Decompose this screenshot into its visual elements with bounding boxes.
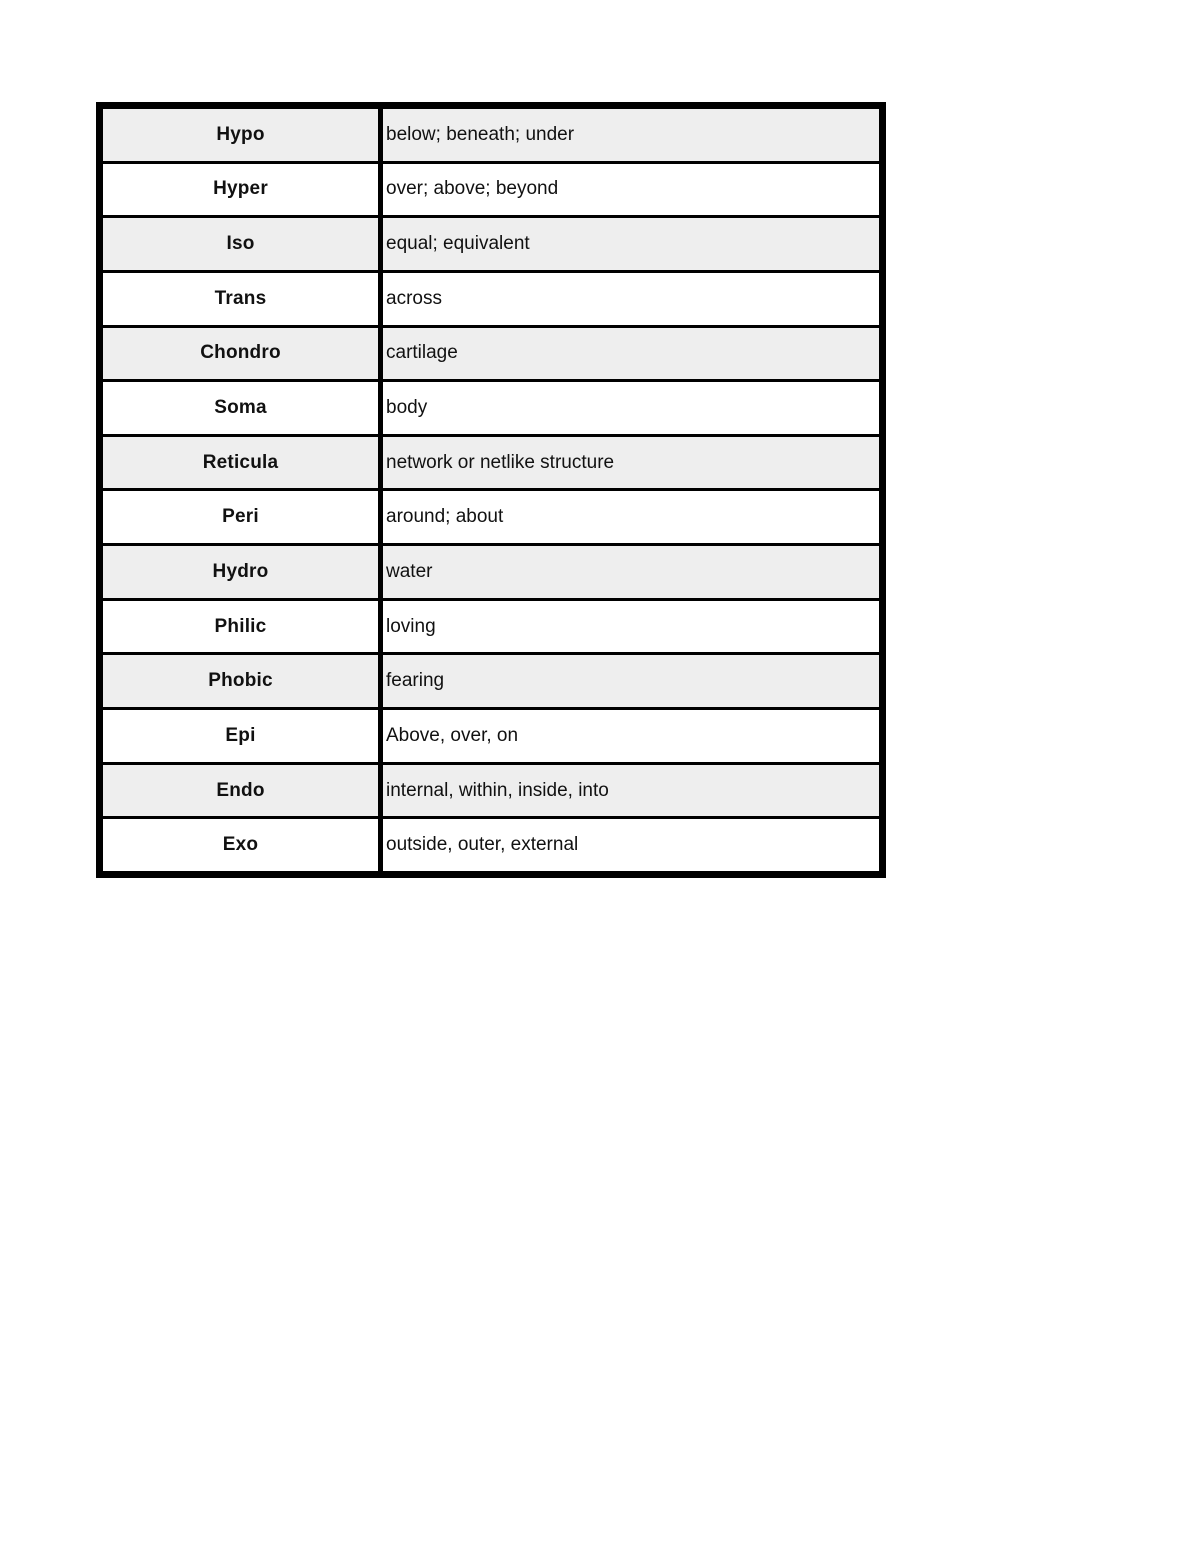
definition-cell: Above, over, on [381, 709, 881, 764]
term-cell: Peri [102, 490, 381, 545]
definition-cell: equal; equivalent [381, 217, 881, 272]
definition-cell: across [381, 271, 881, 326]
term-cell: Trans [102, 271, 381, 326]
term-cell: Epi [102, 709, 381, 764]
definition-cell: body [381, 381, 881, 436]
term-table-body [102, 108, 881, 873]
term-table-frame [96, 102, 886, 878]
table-row [102, 435, 881, 490]
table-row [102, 599, 881, 654]
term-cell: Philic [102, 599, 381, 654]
definition-cell: below; beneath; under [381, 108, 881, 163]
term-cell: Phobic [102, 654, 381, 709]
table-row [102, 818, 881, 873]
table-row [102, 217, 881, 272]
term-table [100, 106, 882, 874]
term-cell: Hydro [102, 545, 381, 600]
term-cell: Hypo [102, 108, 381, 163]
term-cell: Exo [102, 818, 381, 873]
definition-cell: around; about [381, 490, 881, 545]
table-row [102, 326, 881, 381]
term-cell: Endo [102, 763, 381, 818]
definition-cell: cartilage [381, 326, 881, 381]
table-row [102, 162, 881, 217]
term-cell: Reticula [102, 435, 381, 490]
table-row [102, 108, 881, 163]
term-cell: Soma [102, 381, 381, 436]
table-row [102, 654, 881, 709]
table-row [102, 271, 881, 326]
definition-cell: internal, within, inside, into [381, 763, 881, 818]
table-row [102, 763, 881, 818]
definition-cell: network or netlike structure [381, 435, 881, 490]
definition-cell: outside, outer, external [381, 818, 881, 873]
definition-cell: fearing [381, 654, 881, 709]
table-row [102, 545, 881, 600]
table-row [102, 490, 881, 545]
definition-cell: water [381, 545, 881, 600]
definition-cell: over; above; beyond [381, 162, 881, 217]
term-cell: Iso [102, 217, 381, 272]
term-cell: Hyper [102, 162, 381, 217]
table-row [102, 381, 881, 436]
table-row [102, 709, 881, 764]
definition-cell: loving [381, 599, 881, 654]
term-cell: Chondro [102, 326, 381, 381]
